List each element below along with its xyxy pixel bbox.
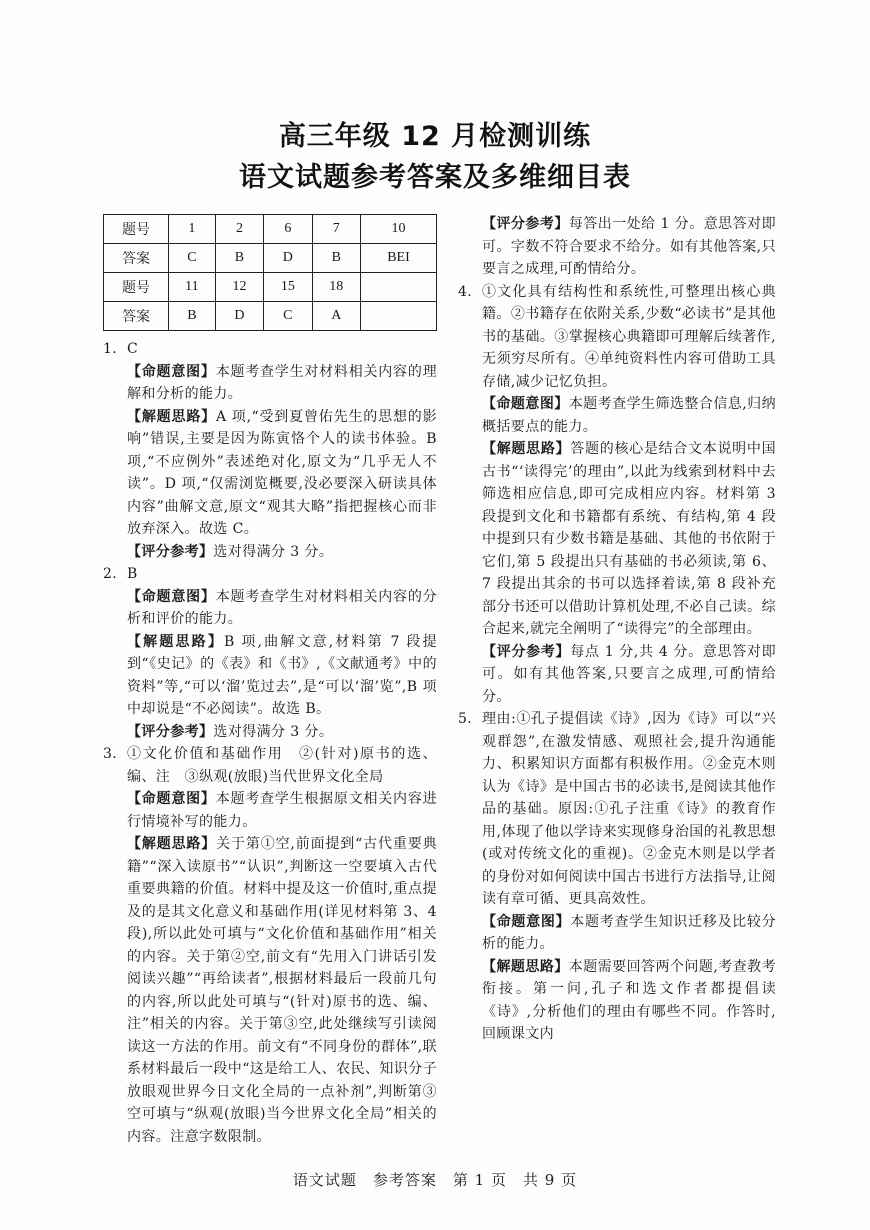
- intent-tag: 【命题意图】: [482, 396, 569, 412]
- table-cell: D: [264, 244, 312, 273]
- question-5: [458, 708, 776, 911]
- answer-text: 理由:①孔子提倡读《诗》,因为《诗》可以“兴观群怨”,在激发情感、观照社会,提升沟通能力、积累知识方面都有积极作用。②金克木则认为《诗》是中国古书的必读书,是阅读其他作品的基础。原因:①孔子注重《诗》的教育作用,体现了他以学诗来实现修身治国的礼教思想(或对传统文化的重视)。②金克木则是以学者的身份对如何阅读中国古书进行方法指导,让阅读有章可循、更具高效性。: [482, 711, 776, 907]
- question-number: 3.: [103, 746, 118, 762]
- question-3: [103, 743, 437, 788]
- answer-text: C: [127, 341, 139, 357]
- approach-paragraph: [103, 833, 437, 1148]
- intent-text: 本题考查学生根据原文相关内容进行情境补写的能力。: [127, 791, 438, 830]
- question-1: [103, 338, 437, 361]
- table-row: [104, 302, 437, 331]
- table-cell: B: [169, 302, 216, 331]
- page-title: 高三年级 12 月检测训练: [278, 121, 592, 152]
- question-number: 2.: [103, 566, 118, 582]
- scoring-tag: 【评分参考】: [127, 723, 214, 740]
- table-cell: 1: [169, 215, 216, 244]
- table-cell: C: [169, 244, 216, 273]
- intent-text: 本题考查学生对材料相关内容的理解和分析的能力。: [127, 363, 438, 402]
- table-cell: 12: [215, 273, 263, 302]
- scoring-text: 选对得满分 3 分。: [213, 723, 334, 740]
- table-cell: 题号: [104, 273, 169, 302]
- intent-paragraph: [103, 361, 437, 406]
- scoring-text: 每点 1 分,共 4 分。意思答对即可。如有其他答案,只要言之成理,可酌情给分。: [482, 643, 777, 705]
- approach-tag: 【解题思路】: [127, 836, 217, 852]
- intent-paragraph: [458, 393, 776, 438]
- table-cell: [360, 273, 436, 302]
- table-cell: 题号: [104, 215, 169, 244]
- approach-text: 答题的核心是结合文本说明中国古书“‘读得完’的理由”,以此为线索到材料中去筛选相应信息,即可完成相应内容。材料第 3 段提到文化和书籍都有系统、有结构,第 4 段中提到只有少数书籍是基础、其他的书依附于它们,第 5 段提出只有基础的书必须读,第 6、7 段提出其余的书可以选择着读,第 8 段补充部分书还可以借助计算机处理,不必自己读。综合起来,就完全阐明了“读得完”的全部理由。: [482, 441, 776, 637]
- page-footer: 语文试题 参考答案 第 1 页 共 9 页: [292, 1171, 578, 1189]
- question-number: 4.: [458, 283, 473, 300]
- table-cell: 18: [312, 273, 360, 302]
- scoring-paragraph: [103, 541, 437, 564]
- approach-paragraph: [458, 438, 776, 641]
- table-cell: A: [312, 302, 360, 331]
- intent-text: 本题考查学生知识迁移及比较分析的能力。: [482, 913, 776, 952]
- intent-paragraph: [103, 586, 437, 631]
- scoring-text: 每答出一处给 1 分。意思答对即可。字数不符合要求不给分。如有其他答案,只要言之成理,可酌情给分。: [482, 216, 776, 277]
- intent-paragraph: [103, 788, 437, 833]
- scoring-text: 选对得满分 3 分。: [213, 543, 334, 560]
- scoring-tag: 【评分参考】: [127, 543, 214, 560]
- table-cell: 10: [360, 215, 436, 244]
- question-number: 5.: [458, 711, 473, 727]
- approach-text: B 项,曲解文意,材料第 7 段提到“《史记》的《表》和《书》,《文献通考》中的资料”等,“可以‘溜’览过去”,是“可以‘溜’览”,B 项中却说是“不必阅读”。故选 B。: [127, 633, 438, 717]
- page-subtitle: 语文试题参考答案及多维细目表: [239, 162, 631, 193]
- table-row: [104, 215, 437, 244]
- table-cell: C: [264, 302, 312, 331]
- table-cell: 答案: [104, 302, 169, 331]
- scoring-tag: 【评分参考】: [482, 643, 571, 660]
- approach-paragraph: [103, 631, 437, 721]
- table-cell: 15: [264, 273, 312, 302]
- table-cell: B: [215, 244, 263, 273]
- table-cell: BEI: [360, 244, 436, 273]
- approach-paragraph: [458, 956, 776, 1046]
- approach-tag: 【解题思路】: [482, 958, 569, 975]
- approach-tag: 【解题思路】: [127, 633, 225, 650]
- approach-tag: 【解题思路】: [127, 408, 216, 425]
- table-row: [104, 273, 437, 302]
- table-cell: B: [312, 244, 360, 273]
- intent-text: 本题考查学生筛选整合信息,归纳概括要点的能力。: [482, 396, 776, 435]
- answer-text: ①文化具有结构性和系统性,可整理出核心典籍。②书籍存在依附关系,少数“必读书”是其他书的基础。③掌握核心典籍即可理解后续著作,无须穷尽所有。④单纯资料性内容可借助工具存储,减少记忆负担。: [482, 283, 776, 390]
- scoring-paragraph: [458, 641, 776, 709]
- answer-text: B: [127, 566, 138, 582]
- approach-tag: 【解题思路】: [482, 441, 571, 457]
- left-column: [103, 338, 437, 1148]
- scoring-paragraph: [103, 721, 437, 744]
- table-cell: 2: [215, 215, 263, 244]
- right-column: [458, 213, 776, 1046]
- table-cell: D: [215, 302, 263, 331]
- table-cell: 答案: [104, 244, 169, 273]
- approach-text: 关于第①空,前面提到“古代重要典籍”“深入读原书”“认识”,判断这一空要填入古代重要典籍的价值。材料中提及这一价值时,重点提及的是其文化意义和基础作用(详见材料第 3、4 段),所以此处可填与“文化价值和基础作用”相关的内容。关于第②空,前文有“先用入门讲话引发阅读兴趣”“再给读者”,根据材料最后一段前几句的内容,所以此处可填与“(针对)原书的选、编、注”相关的内容。关于第③空,此处继续写引读阅读这一方法的作用。前文有“不同身份的群体”,联系材料最后一段中“这是给工人、农民、知识分子放眼观世界今日文化全局的一点补剂”,判断第③空可填与“纵观(放眼)当今世界文化全局”相关的内容。注意字数限制。: [127, 836, 437, 1145]
- question-2: [103, 563, 437, 586]
- table-row: [104, 244, 437, 273]
- intent-tag: 【命题意图】: [127, 588, 216, 605]
- intent-paragraph: [458, 911, 776, 956]
- table-cell: 11: [169, 273, 216, 302]
- intent-text: 本题考查学生对材料相关内容的分析和评价的能力。: [127, 588, 438, 627]
- scoring-tag: 【评分参考】: [482, 216, 569, 232]
- table-cell: [360, 302, 436, 331]
- intent-tag: 【命题意图】: [127, 363, 216, 380]
- answer-table: [103, 214, 437, 331]
- question-number: 1.: [103, 341, 118, 357]
- table-cell: 6: [264, 215, 312, 244]
- approach-text: A 项,“受到夏曾佑先生的思想的影响”错误,主要是因为陈寅恪个人的读书体验。B 项,“不应例外”表述绝对化,原文为“几乎无人不读”。D 项,“仅需浏览概要,没必要深入研读具体内容”曲解文意,原文“观其大略”指把握核心而非放弃深入。故选 C。: [127, 408, 438, 537]
- intent-tag: 【命题意图】: [127, 791, 216, 807]
- answer-text: ①文化价值和基础作用 ②(针对)原书的选、编、注 ③纵观(放眼)当代世界文化全局: [127, 746, 437, 785]
- approach-paragraph: [103, 406, 437, 541]
- approach-text: 本题需要回答两个问题,考查教考衔接。第一问,孔子和选文作者都提倡读《诗》,分析他们的理由有哪些不同。作答时,回顾课文内: [482, 958, 776, 1042]
- scoring-paragraph: [458, 213, 776, 281]
- intent-tag: 【命题意图】: [482, 913, 571, 930]
- question-4: [458, 281, 776, 394]
- table-cell: 7: [312, 215, 360, 244]
